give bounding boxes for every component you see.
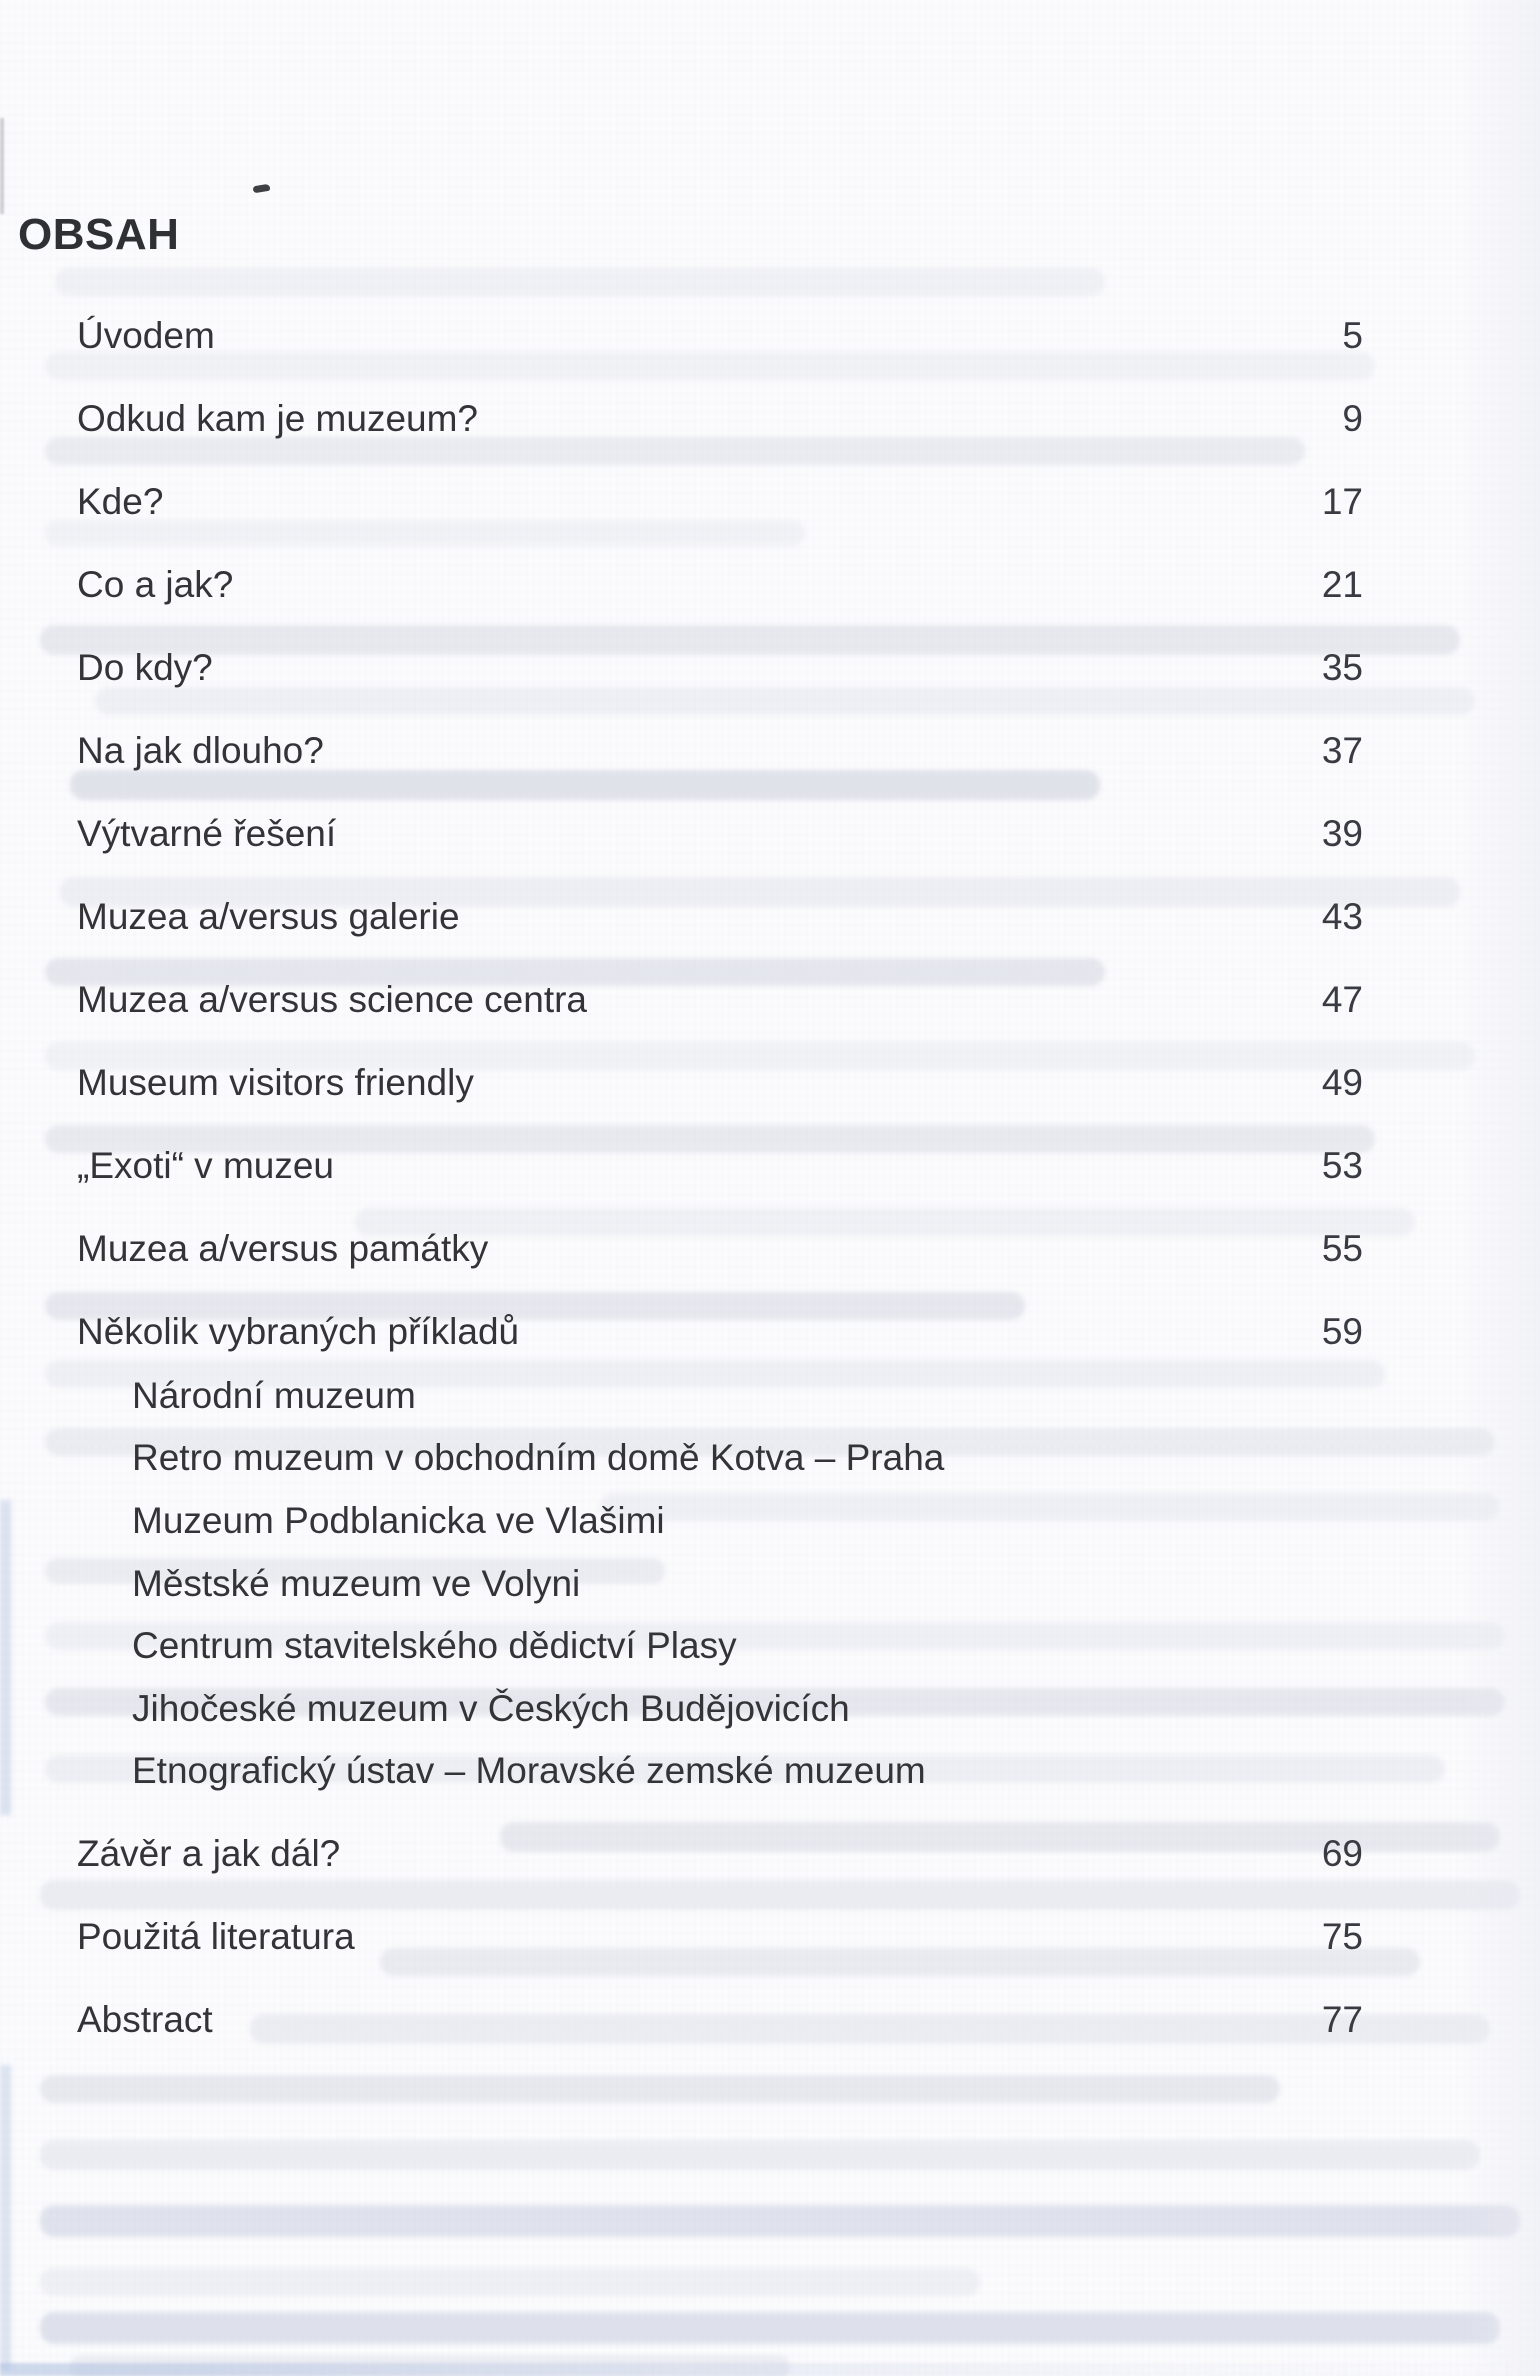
toc-entry-label: Muzea a/versus galerie (77, 896, 460, 937)
page-title: OBSAH (18, 210, 180, 259)
toc-entry (77, 1142, 1363, 1190)
toc-entry-page: 53 (1321, 1145, 1363, 1186)
toc-subentry (77, 1622, 1418, 1670)
toc-entry-label: Museum visitors friendly (77, 1062, 474, 1103)
toc-entry (77, 1225, 1363, 1273)
toc-entry (77, 1913, 1363, 1961)
toc-subentry (77, 1747, 1418, 1795)
toc-entry (77, 727, 1363, 775)
toc-entry-label: „Exoti“ v muzeu (77, 1145, 335, 1186)
toc-entry (77, 1059, 1363, 1107)
toc-entry (77, 478, 1363, 526)
toc-entry-label: Abstract (77, 1999, 213, 2040)
toc-entry-page: 35 (1321, 647, 1363, 688)
toc-entry-label: Úvodem (77, 315, 215, 356)
toc-entry-label: Na jak dlouho? (77, 730, 324, 771)
toc-entry (77, 561, 1363, 609)
stray-ink-mark (253, 184, 271, 194)
toc-entry-page: 47 (1321, 979, 1363, 1020)
toc-entry-page: 77 (1321, 1999, 1363, 2040)
toc-entry-page: 75 (1321, 1916, 1363, 1957)
toc-entry (77, 893, 1363, 941)
toc-entry-page: 55 (1321, 1228, 1363, 1269)
toc-entry-page: 39 (1321, 813, 1363, 854)
toc-entry (77, 1308, 1363, 1356)
toc-entry-page: 59 (1321, 1311, 1363, 1352)
toc-entry-label: Muzeum Podblanicka ve Vlašimi (132, 1500, 665, 1541)
toc-entry-page: 17 (1321, 481, 1363, 522)
toc-entry-label: Kde? (77, 481, 164, 522)
toc-entry-label: Použitá literatura (77, 1916, 355, 1957)
toc-entry (77, 644, 1363, 692)
toc-entry-page: 69 (1321, 1833, 1363, 1874)
toc-entry (77, 810, 1363, 858)
toc-entry-label: Centrum stavitelského dědictví Plasy (132, 1625, 737, 1666)
toc-entry-page: 49 (1321, 1062, 1363, 1103)
toc-subentry (77, 1685, 1418, 1733)
toc-entry-label: Městské muzeum ve Volyni (132, 1563, 581, 1604)
toc-entry-label: Muzea a/versus památky (77, 1228, 489, 1269)
toc-entry-page: 21 (1321, 564, 1363, 605)
toc-entry-label: Národní muzeum (132, 1375, 416, 1416)
toc-entry-label: Závěr a jak dál? (77, 1833, 341, 1874)
toc-entry-label: Co a jak? (77, 564, 234, 605)
toc-entry-label: Výtvarné řešení (77, 813, 337, 854)
toc-entry (77, 976, 1363, 1024)
toc-entry-label: Etnografický ústav – Moravské zemské muzeum (132, 1750, 926, 1791)
toc-entry (77, 1996, 1363, 2044)
toc-subentry (77, 1372, 1418, 1420)
toc-entry (77, 1830, 1363, 1878)
toc-entry-page: 9 (1342, 398, 1363, 439)
toc-entry-label: Retro muzeum v obchodním domě Kotva – Praha (132, 1437, 945, 1478)
toc-entry (77, 312, 1363, 360)
toc-entry (77, 395, 1363, 443)
toc-entry-label: Muzea a/versus science centra (77, 979, 588, 1020)
toc-entry-label: Odkud kam je muzeum? (77, 398, 479, 439)
toc-entry-label: Jihočeské muzeum v Českých Budějovicích (132, 1688, 850, 1729)
toc-entry-label: Do kdy? (77, 647, 213, 688)
toc-entry-page: 43 (1321, 896, 1363, 937)
toc-entry-page: 5 (1342, 315, 1363, 356)
toc-entry-label: Několik vybraných příkladů (77, 1311, 520, 1352)
toc-subentry (77, 1560, 1418, 1608)
toc-subentry (77, 1434, 1418, 1482)
toc-entry-page: 37 (1321, 730, 1363, 771)
toc-subentry (77, 1497, 1418, 1545)
